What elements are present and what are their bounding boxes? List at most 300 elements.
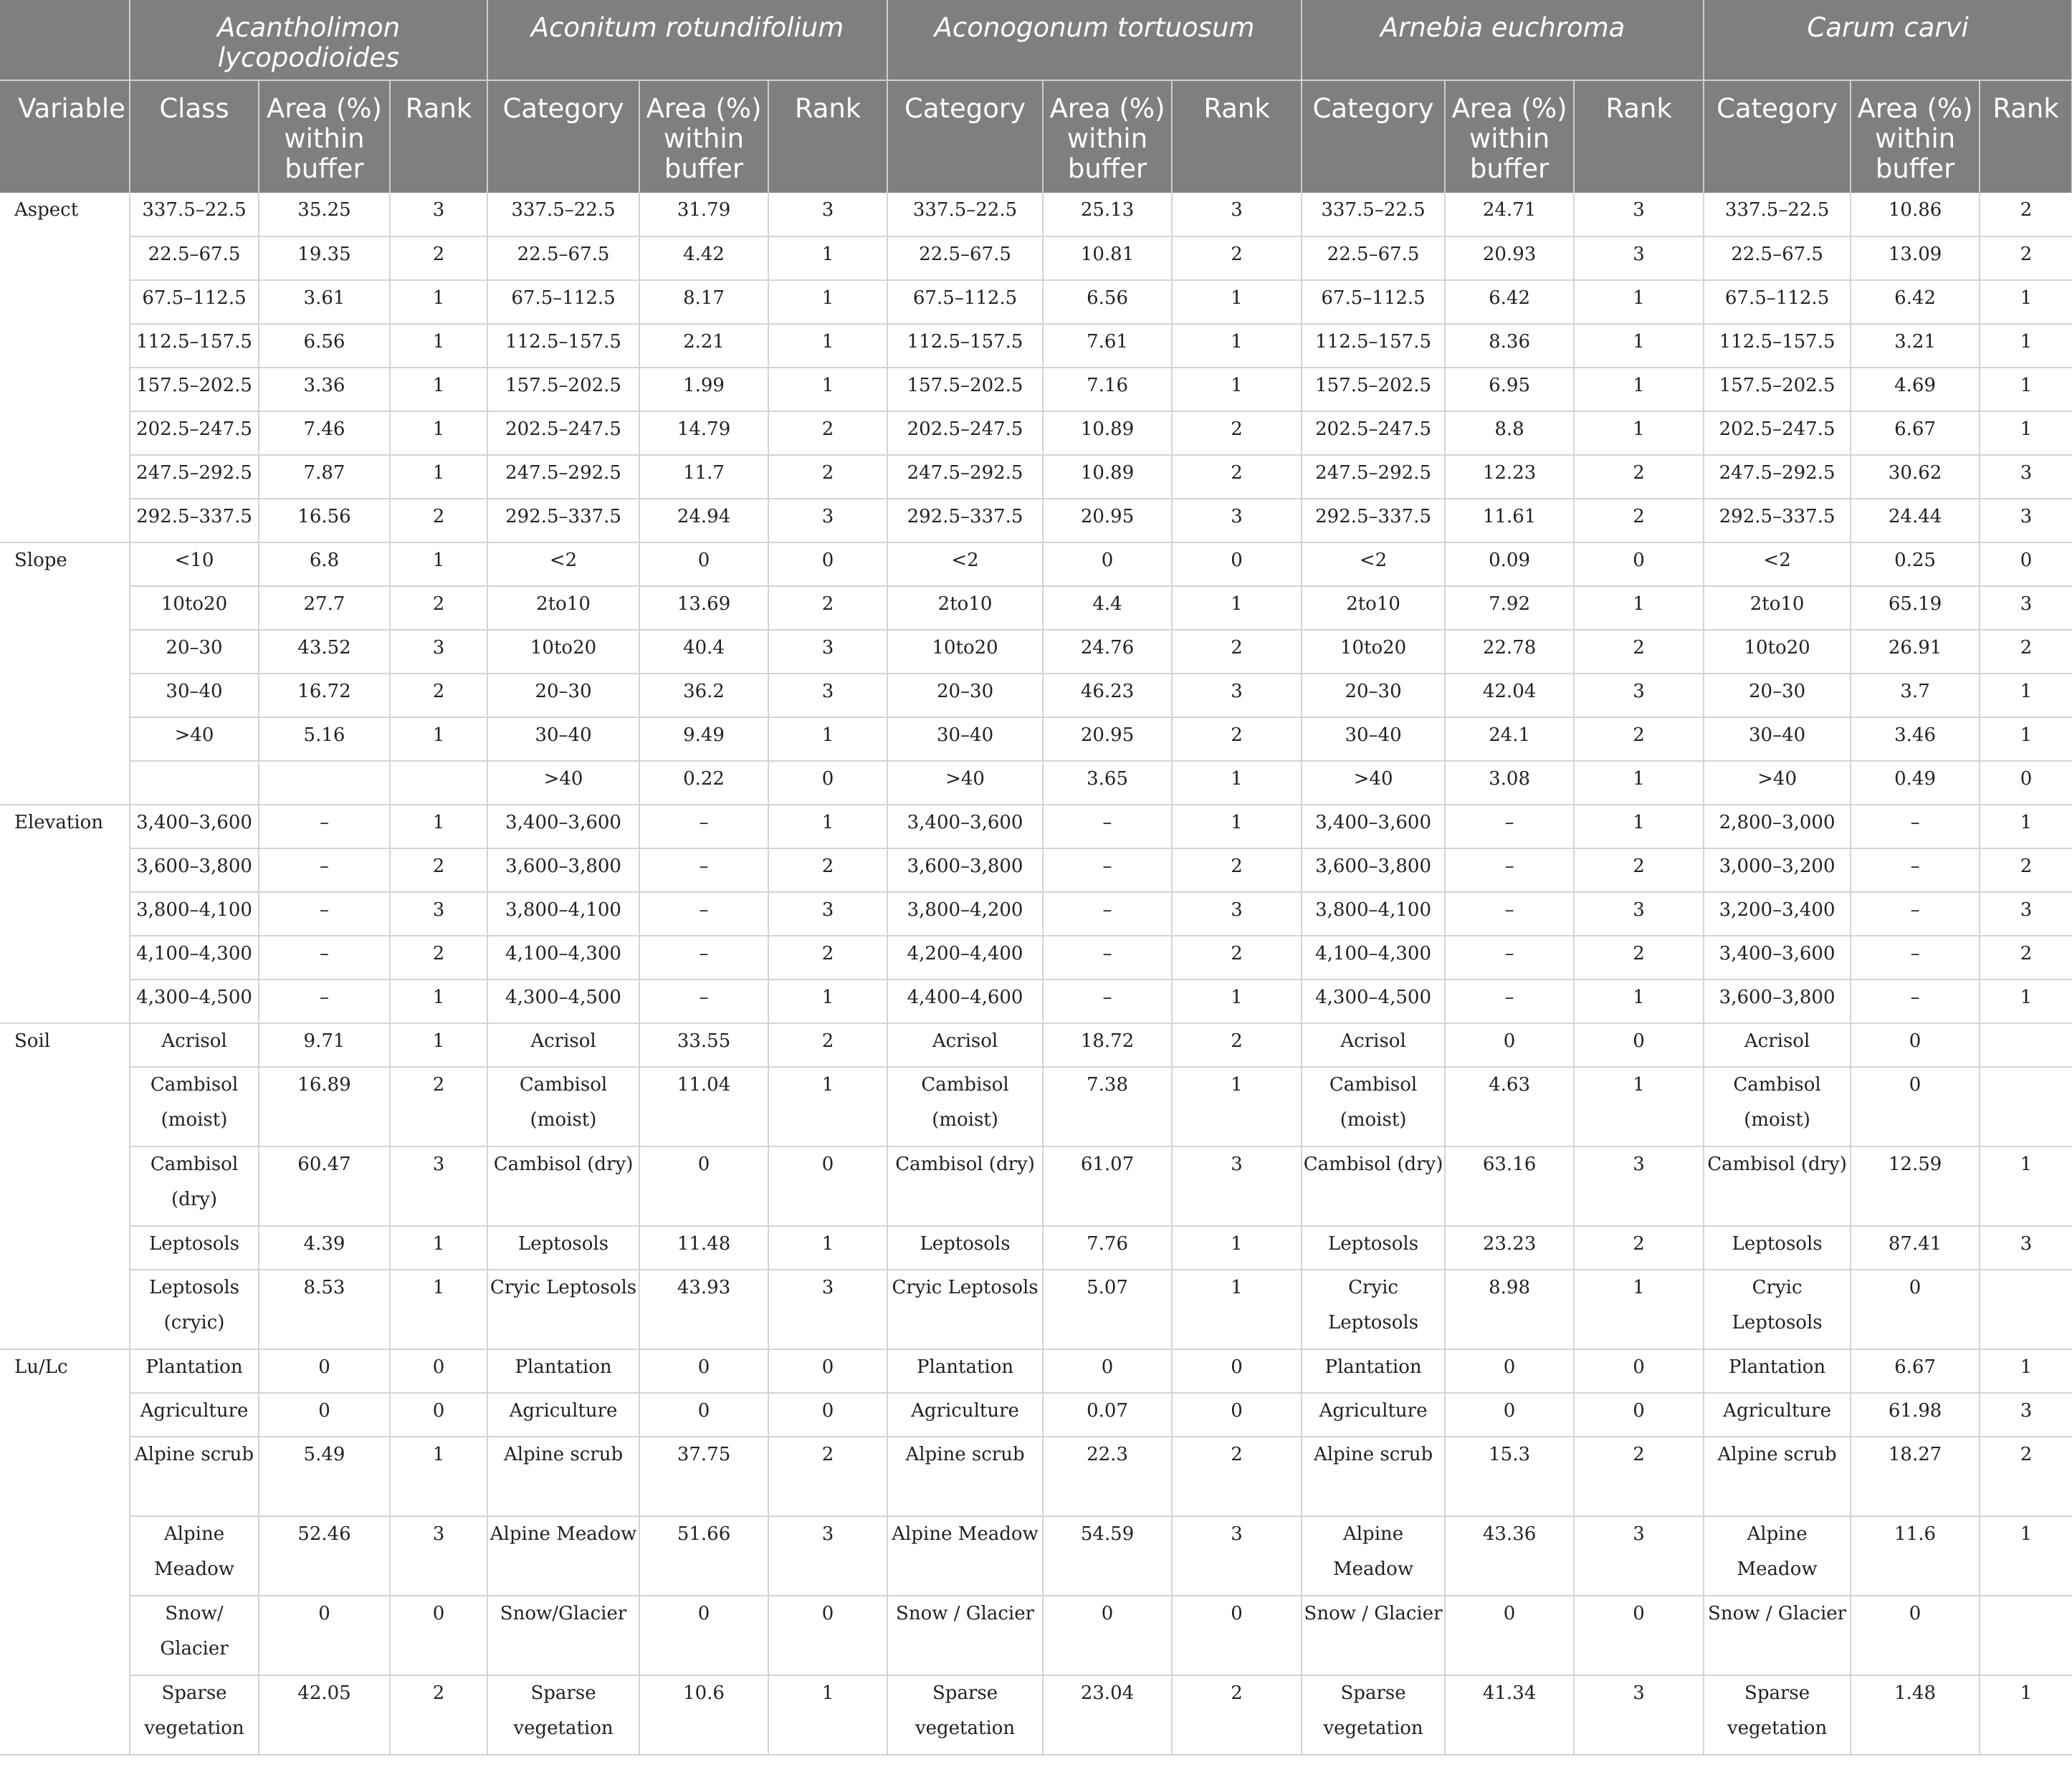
area-cell: 10.89: [1043, 455, 1172, 499]
category-cell: Cambisol (moist): [887, 1067, 1043, 1146]
rank-cell: 1: [1172, 280, 1302, 324]
category-cell: 3,800–4,100: [487, 892, 639, 936]
area-cell: 1.48: [1851, 1675, 1980, 1755]
category-cell: 2to10: [1302, 586, 1445, 630]
category-header: Category: [887, 80, 1043, 193]
rank-cell: 1: [768, 805, 887, 848]
table-row: [0, 892, 2072, 936]
rank-cell: 0: [390, 1349, 487, 1393]
rank-cell: 3: [1172, 1516, 1302, 1596]
area-cell: –: [259, 936, 390, 979]
rank-cell: 2: [1172, 717, 1302, 761]
table-row: [0, 280, 2072, 324]
area-cell: 42.05: [259, 1675, 390, 1755]
area-cell: 7.46: [259, 411, 390, 455]
rank-cell: 1: [390, 1023, 487, 1067]
area-cell: 8.36: [1445, 324, 1574, 368]
category-cell: 3,600–3,800: [1704, 979, 1851, 1023]
category-cell: Plantation: [1704, 1349, 1851, 1393]
rank-cell: 2: [768, 1437, 887, 1516]
category-cell: Alpine scrub: [130, 1437, 259, 1516]
category-cell: 3,400–3,600: [130, 805, 259, 848]
rank-cell: 0: [768, 1596, 887, 1675]
area-cell: 0: [1851, 1596, 1980, 1675]
area-cell: 0.09: [1445, 542, 1574, 586]
area-cell: 65.19: [1851, 586, 1980, 630]
area-cell: 9.49: [639, 717, 768, 761]
category-cell: 3,800–4,200: [887, 892, 1043, 936]
category-cell: Acrisol: [887, 1023, 1043, 1067]
category-cell: 4,300–4,500: [487, 979, 639, 1023]
category-cell: Alpine Meadow: [487, 1516, 639, 1596]
area-cell: 40.4: [639, 630, 768, 674]
area-cell: 24.76: [1043, 630, 1172, 674]
rank-cell: 1: [390, 542, 487, 586]
area-cell: 0: [1851, 1270, 1980, 1349]
rank-cell: 2: [1980, 630, 2072, 674]
category-cell: Agriculture: [1704, 1393, 1851, 1437]
rank-cell: 0: [1980, 542, 2072, 586]
area-header: Area (%) within buffer: [259, 80, 390, 193]
rank-cell: 0: [768, 761, 887, 805]
class-header: Class: [130, 80, 259, 193]
category-cell: 292.5–337.5: [887, 499, 1043, 542]
rank-cell: 0: [1574, 542, 1704, 586]
rank-cell: 1: [1980, 324, 2072, 368]
area-cell: 19.35: [259, 236, 390, 280]
area-cell: –: [259, 848, 390, 892]
category-cell: 337.5–22.5: [130, 193, 259, 236]
area-header: Area (%) within buffer: [1445, 80, 1574, 193]
rank-cell: 1: [768, 1226, 887, 1270]
rank-cell: 1: [768, 236, 887, 280]
category-cell: Snow / Glacier: [887, 1596, 1043, 1675]
rank-cell: 3: [1574, 1146, 1704, 1226]
category-cell: >40: [130, 717, 259, 761]
area-cell: –: [259, 979, 390, 1023]
area-cell: 8.98: [1445, 1270, 1574, 1349]
category-cell: Alpine Meadow: [1704, 1516, 1851, 1596]
category-cell: 4,200–4,400: [887, 936, 1043, 979]
area-cell: 0: [1851, 1067, 1980, 1146]
category-cell: 20–30: [487, 674, 639, 717]
category-cell: Cambisol (dry): [130, 1146, 259, 1226]
category-cell: 3,600–3,800: [887, 848, 1043, 892]
category-cell: 20–30: [1704, 674, 1851, 717]
category-cell: 112.5–157.5: [130, 324, 259, 368]
rank-cell: 1: [1172, 1270, 1302, 1349]
area-cell: –: [639, 892, 768, 936]
variable-cell: Elevation: [0, 805, 130, 1023]
rank-cell: 0: [1574, 1349, 1704, 1393]
category-cell: >40: [1302, 761, 1445, 805]
category-cell: Cryic Leptosols: [1302, 1270, 1445, 1349]
category-cell: Alpine scrub: [487, 1437, 639, 1516]
rank-cell: 1: [1980, 1675, 2072, 1755]
area-cell: 51.66: [639, 1516, 768, 1596]
species-header: Arnebia euchroma: [1302, 0, 1704, 80]
area-cell: 0: [639, 542, 768, 586]
area-cell: 24.94: [639, 499, 768, 542]
area-cell: 27.7: [259, 586, 390, 630]
rank-cell: 2: [768, 411, 887, 455]
area-cell: –: [1445, 979, 1574, 1023]
area-cell: 18.72: [1043, 1023, 1172, 1067]
rank-cell: 3: [1980, 1226, 2072, 1270]
category-cell: Alpine scrub: [1302, 1437, 1445, 1516]
column-header-row: [0, 80, 2072, 193]
table-row: [0, 848, 2072, 892]
species-header: Aconogonum tortuosum: [887, 0, 1302, 80]
rank-cell: 1: [390, 455, 487, 499]
species-header: Acantholimon lycopodioides: [130, 0, 487, 80]
area-cell: 6.56: [259, 324, 390, 368]
area-cell: 3.21: [1851, 324, 1980, 368]
category-cell: 112.5–157.5: [1704, 324, 1851, 368]
area-cell: 10.89: [1043, 411, 1172, 455]
rank-cell: 0: [390, 1596, 487, 1675]
table-row: [0, 1226, 2072, 1270]
category-cell: 157.5–202.5: [487, 368, 639, 411]
rank-cell: 2: [390, 586, 487, 630]
area-cell: 30.62: [1851, 455, 1980, 499]
rank-cell: 1: [1172, 1226, 1302, 1270]
category-cell: <2: [1302, 542, 1445, 586]
category-cell: Leptosols: [887, 1226, 1043, 1270]
rank-cell: 2: [1980, 193, 2072, 236]
rank-cell: 3: [390, 193, 487, 236]
category-cell: Leptosols: [130, 1226, 259, 1270]
category-cell: 67.5–112.5: [1704, 280, 1851, 324]
table-row: [0, 761, 2072, 805]
area-cell: 11.6: [1851, 1516, 1980, 1596]
category-cell: 10to20: [1704, 630, 1851, 674]
area-header: Area (%) within buffer: [1043, 80, 1172, 193]
rank-cell: 3: [390, 630, 487, 674]
rank-cell: 2: [1172, 630, 1302, 674]
area-cell: 16.89: [259, 1067, 390, 1146]
rank-cell: 3: [1574, 1516, 1704, 1596]
category-cell: Plantation: [887, 1349, 1043, 1393]
rank-cell: 2: [1172, 1023, 1302, 1067]
area-cell: 0: [1445, 1023, 1574, 1067]
category-cell: Cryic Leptosols: [1704, 1270, 1851, 1349]
area-cell: 11.61: [1445, 499, 1574, 542]
rank-cell: 1: [1172, 761, 1302, 805]
area-cell: 0.07: [1043, 1393, 1172, 1437]
rank-cell: 1: [1980, 674, 2072, 717]
area-cell: 4.4: [1043, 586, 1172, 630]
rank-cell: 3: [768, 630, 887, 674]
category-cell: Plantation: [1302, 1349, 1445, 1393]
category-cell: 67.5–112.5: [1302, 280, 1445, 324]
rank-cell: 2: [1574, 717, 1704, 761]
area-cell: –: [1043, 892, 1172, 936]
rank-cell: 0: [1574, 1393, 1704, 1437]
category-cell: Plantation: [130, 1349, 259, 1393]
area-cell: –: [1445, 848, 1574, 892]
rank-cell: [390, 761, 487, 805]
area-cell: 60.47: [259, 1146, 390, 1226]
area-cell: –: [1445, 805, 1574, 848]
area-cell: 0: [639, 1393, 768, 1437]
category-cell: 337.5–22.5: [487, 193, 639, 236]
category-cell: 20–30: [1302, 674, 1445, 717]
area-cell: 11.04: [639, 1067, 768, 1146]
category-cell: 22.5–67.5: [487, 236, 639, 280]
category-cell: 20–30: [130, 630, 259, 674]
rank-cell: 2: [1574, 1437, 1704, 1516]
category-cell: Agriculture: [1302, 1393, 1445, 1437]
rank-cell: 1: [768, 368, 887, 411]
category-cell: Agriculture: [887, 1393, 1043, 1437]
category-cell: Sparse vegetation: [887, 1675, 1043, 1755]
rank-cell: 1: [390, 411, 487, 455]
area-cell: 63.16: [1445, 1146, 1574, 1226]
area-cell: 41.34: [1445, 1675, 1574, 1755]
rank-cell: 2: [768, 586, 887, 630]
area-cell: 0: [259, 1393, 390, 1437]
category-cell: 3,600–3,800: [487, 848, 639, 892]
rank-cell: 0: [768, 1349, 887, 1393]
table-row: [0, 1270, 2072, 1349]
area-cell: 0: [639, 1596, 768, 1675]
table-row: [0, 236, 2072, 280]
category-cell: 3,400–3,600: [1704, 936, 1851, 979]
category-cell: Snow / Glacier: [1302, 1596, 1445, 1675]
rank-cell: 2: [390, 499, 487, 542]
rank-cell: 1: [1980, 411, 2072, 455]
category-cell: Agriculture: [130, 1393, 259, 1437]
rank-cell: [1980, 1023, 2072, 1067]
area-cell: 31.79: [639, 193, 768, 236]
area-cell: –: [1043, 848, 1172, 892]
area-cell: [259, 761, 390, 805]
area-cell: 26.91: [1851, 630, 1980, 674]
category-cell: Alpine Meadow: [1302, 1516, 1445, 1596]
table-row: [0, 674, 2072, 717]
category-cell: Cambisol (dry): [1704, 1146, 1851, 1226]
species-header: Carum carvi: [1704, 0, 2072, 80]
category-cell: >40: [487, 761, 639, 805]
rank-cell: 2: [768, 455, 887, 499]
area-cell: 23.04: [1043, 1675, 1172, 1755]
rank-cell: 1: [1172, 368, 1302, 411]
category-cell: Cambisol (dry): [887, 1146, 1043, 1226]
rank-cell: 1: [1980, 717, 2072, 761]
category-cell: 337.5–22.5: [1704, 193, 1851, 236]
rank-cell: [1980, 1270, 2072, 1349]
category-cell: Leptosols: [487, 1226, 639, 1270]
category-cell: Sparse vegetation: [1704, 1675, 1851, 1755]
rank-cell: 2: [1980, 1437, 2072, 1516]
category-cell: 30–40: [487, 717, 639, 761]
area-cell: 4.69: [1851, 368, 1980, 411]
table-row: [0, 542, 2072, 586]
area-cell: 10.6: [639, 1675, 768, 1755]
table-row: [0, 324, 2072, 368]
category-cell: 292.5–337.5: [130, 499, 259, 542]
category-cell: 30–40: [1704, 717, 1851, 761]
rank-cell: 2: [768, 936, 887, 979]
table-row: [0, 717, 2072, 761]
rank-cell: 1: [1980, 280, 2072, 324]
rank-cell: [1980, 1596, 2072, 1675]
category-cell: 22.5–67.5: [887, 236, 1043, 280]
category-header: Category: [487, 80, 639, 193]
table-row: [0, 368, 2072, 411]
category-cell: 3,200–3,400: [1704, 892, 1851, 936]
area-cell: 43.93: [639, 1270, 768, 1349]
category-cell: 292.5–337.5: [1704, 499, 1851, 542]
category-cell: 67.5–112.5: [130, 280, 259, 324]
table-row: [0, 1067, 2072, 1146]
category-cell: >40: [887, 761, 1043, 805]
rank-cell: 1: [1574, 586, 1704, 630]
table-row: [0, 1349, 2072, 1393]
area-cell: 22.78: [1445, 630, 1574, 674]
rank-cell: 2: [390, 674, 487, 717]
category-cell: 2to10: [887, 586, 1043, 630]
rank-cell: 3: [1574, 892, 1704, 936]
rank-cell: 2: [1172, 411, 1302, 455]
area-cell: 42.04: [1445, 674, 1574, 717]
area-cell: –: [1043, 979, 1172, 1023]
area-cell: 16.56: [259, 499, 390, 542]
category-cell: 157.5–202.5: [887, 368, 1043, 411]
area-cell: 0: [1851, 1023, 1980, 1067]
category-cell: 2to10: [487, 586, 639, 630]
category-cell: 22.5–67.5: [1704, 236, 1851, 280]
category-cell: 3,000–3,200: [1704, 848, 1851, 892]
area-cell: 11.48: [639, 1226, 768, 1270]
area-cell: 15.3: [1445, 1437, 1574, 1516]
area-cell: 18.27: [1851, 1437, 1980, 1516]
table-row: [0, 1393, 2072, 1437]
rank-cell: 2: [1574, 630, 1704, 674]
category-cell: Leptosols: [1302, 1226, 1445, 1270]
area-cell: –: [639, 805, 768, 848]
rank-cell: 3: [1574, 236, 1704, 280]
category-cell: Acrisol: [1704, 1023, 1851, 1067]
category-cell: 247.5–292.5: [1302, 455, 1445, 499]
category-cell: 3,600–3,800: [130, 848, 259, 892]
area-cell: 5.07: [1043, 1270, 1172, 1349]
area-cell: 23.23: [1445, 1226, 1574, 1270]
rank-cell: 1: [1980, 1516, 2072, 1596]
rank-cell: 3: [1172, 892, 1302, 936]
area-cell: 6.67: [1851, 411, 1980, 455]
category-cell: <10: [130, 542, 259, 586]
category-cell: 3,800–4,100: [130, 892, 259, 936]
rank-cell: 1: [1980, 1349, 2072, 1393]
rank-cell: 2: [1574, 848, 1704, 892]
area-cell: 61.98: [1851, 1393, 1980, 1437]
table-row: [0, 936, 2072, 979]
area-cell: –: [1851, 936, 1980, 979]
area-cell: 22.3: [1043, 1437, 1172, 1516]
area-cell: 1.99: [639, 368, 768, 411]
area-cell: 10.86: [1851, 193, 1980, 236]
category-cell: <2: [1704, 542, 1851, 586]
category-cell: Snow/Glacier: [487, 1596, 639, 1675]
category-cell: 30–40: [887, 717, 1043, 761]
rank-cell: 3: [390, 1146, 487, 1226]
area-cell: 13.69: [639, 586, 768, 630]
area-cell: 6.8: [259, 542, 390, 586]
table-row: [0, 193, 2072, 236]
rank-cell: 3: [390, 1516, 487, 1596]
area-cell: 9.71: [259, 1023, 390, 1067]
table-row: [0, 1596, 2072, 1675]
rank-cell: 1: [1172, 324, 1302, 368]
rank-cell: 3: [1172, 674, 1302, 717]
area-header: Area (%) within buffer: [639, 80, 768, 193]
area-cell: 24.44: [1851, 499, 1980, 542]
rank-cell: 1: [1574, 368, 1704, 411]
rank-cell: 2: [390, 1067, 487, 1146]
rank-cell: 1: [390, 717, 487, 761]
rank-cell: 3: [1980, 499, 2072, 542]
category-cell: [130, 761, 259, 805]
category-cell: 202.5–247.5: [1704, 411, 1851, 455]
area-cell: 13.09: [1851, 236, 1980, 280]
rank-cell: 1: [1980, 368, 2072, 411]
category-cell: 3,800–4,100: [1302, 892, 1445, 936]
category-cell: 22.5–67.5: [130, 236, 259, 280]
category-cell: 112.5–157.5: [1302, 324, 1445, 368]
rank-cell: 3: [1574, 1675, 1704, 1755]
rank-cell: 1: [390, 979, 487, 1023]
category-cell: Agriculture: [487, 1393, 639, 1437]
rank-cell: 2: [1980, 936, 2072, 979]
area-cell: 3.08: [1445, 761, 1574, 805]
area-cell: 43.36: [1445, 1516, 1574, 1596]
area-cell: 54.59: [1043, 1516, 1172, 1596]
rank-cell: 1: [768, 979, 887, 1023]
area-cell: 8.8: [1445, 411, 1574, 455]
rank-cell: 1: [1574, 411, 1704, 455]
rank-cell: 2: [1574, 936, 1704, 979]
rank-cell: 3: [768, 193, 887, 236]
rank-cell: 1: [390, 324, 487, 368]
rank-cell: 1: [390, 280, 487, 324]
rank-cell: 2: [1980, 236, 2072, 280]
rank-cell: 3: [1980, 455, 2072, 499]
category-cell: 157.5–202.5: [1302, 368, 1445, 411]
rank-cell: 3: [390, 892, 487, 936]
rank-cell: 2: [1172, 1675, 1302, 1755]
rank-cell: 1: [768, 1675, 887, 1755]
area-cell: 10.81: [1043, 236, 1172, 280]
category-cell: 4,300–4,500: [130, 979, 259, 1023]
rank-cell: 3: [1172, 1146, 1302, 1226]
rank-cell: 1: [390, 368, 487, 411]
table-row: [0, 979, 2072, 1023]
category-cell: 3,600–3,800: [1302, 848, 1445, 892]
area-cell: –: [1851, 892, 1980, 936]
category-cell: 30–40: [130, 674, 259, 717]
category-cell: Acrisol: [130, 1023, 259, 1067]
category-cell: Cambisol (moist): [487, 1067, 639, 1146]
area-cell: 0: [1445, 1349, 1574, 1393]
area-cell: 3.46: [1851, 717, 1980, 761]
rank-cell: 1: [390, 805, 487, 848]
category-cell: Alpine scrub: [887, 1437, 1043, 1516]
rank-cell: 2: [1172, 848, 1302, 892]
category-cell: 4,100–4,300: [1302, 936, 1445, 979]
rank-cell: 3: [768, 1516, 887, 1596]
